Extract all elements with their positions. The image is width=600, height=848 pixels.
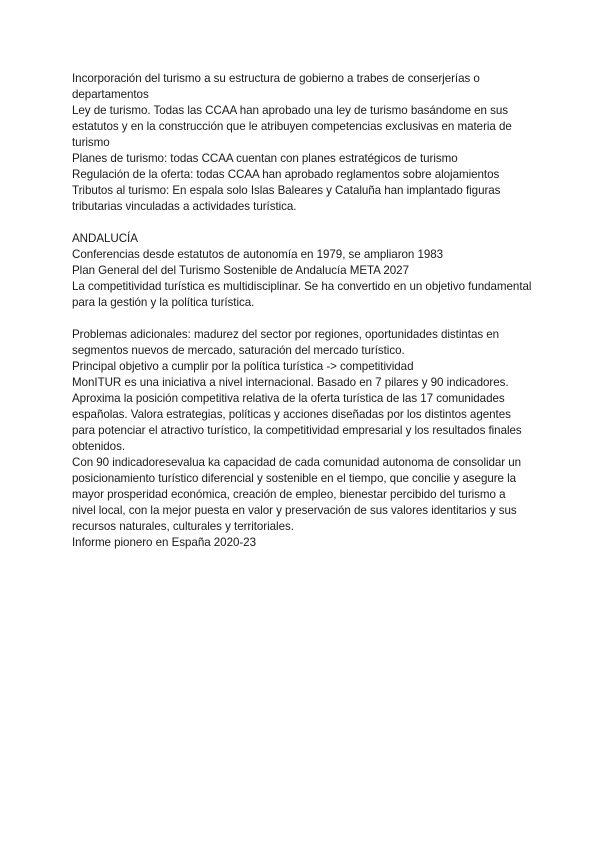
paragraph-tributos-turismo: Tributos al turismo: En espala solo Islas Baleares y Cataluña han implantado figuras tributarias vinculadas a actividades turística. — [72, 184, 501, 213]
paragraph-conferencias: Conferencias desde estatutos de autonomía en 1979, se ampliaron 1983 — [72, 248, 444, 261]
paragraph-competitividad: La competitividad turística es multidisciplinar. Se ha convertido en un objetivo fundamental para la gestión y la política turística. — [72, 280, 532, 309]
document-page — [72, 71, 532, 551]
blank-line — [72, 215, 532, 231]
paragraph-principal-objetivo: Principal objetivo a cumplir por la política turística -> competitividad — [72, 360, 414, 373]
paragraph-incorporacion: Incorporación del turismo a su estructura de gobierno a trabes de conserjerías o departamentos — [72, 72, 480, 101]
paragraph-monitur: MonITUR es una iniciativa a nivel internacional. Basado en 7 pilares y 90 indicadores. Aproxima la posición competitiva relativa de la oferta turística de las 17 comunidades españolas. Valora estrategias, políticas y acciones diseñadas por los distintos agentes para potenciar el atractivo turístico, la competitividad empresarial y los resultados finales obtenidos. — [72, 376, 522, 453]
section-heading-andalucia: ANDALUCÍA — [72, 232, 138, 245]
paragraph-problemas-adicionales: Problemas adicionales: madurez del sector por regiones, oportunidades distintas en segmentos nuevos de mercado, saturación del mercado turístico. — [72, 328, 500, 357]
paragraph-indicadores: Con 90 indicadoresevalua ka capacidad de cada comunidad autonoma de consolidar un posicionamiento turístico diferencial y sostenible en el tiempo, que concilie y asegure la mayor prosperidad económica, creación de empleo, bienestar percibido del turismo a nivel local, con la mejor puesta en valor y preservación de sus valores identitarios y sus recursos naturales, culturales y territoriales. — [72, 456, 522, 533]
paragraph-regulacion-oferta: Regulación de la oferta: todas CCAA han aprobado reglamentos sobre alojamientos — [72, 168, 500, 181]
paragraph-plan-general: Plan General del del Turismo Sostenible de Andalucía META 2027 — [72, 264, 409, 277]
paragraph-informe-pionero: Informe pionero en España 2020-23 — [72, 536, 256, 549]
paragraph-ley-turismo: Ley de turismo. Todas las CCAA han aprobado una ley de turismo basándome en sus estatutos y en la construcción que le atribuyen competencias exclusivas en materia de turismo — [72, 104, 512, 149]
paragraph-planes-turismo: Planes de turismo: todas CCAA cuentan con planes estratégicos de turismo — [72, 152, 458, 165]
blank-line — [72, 311, 532, 327]
